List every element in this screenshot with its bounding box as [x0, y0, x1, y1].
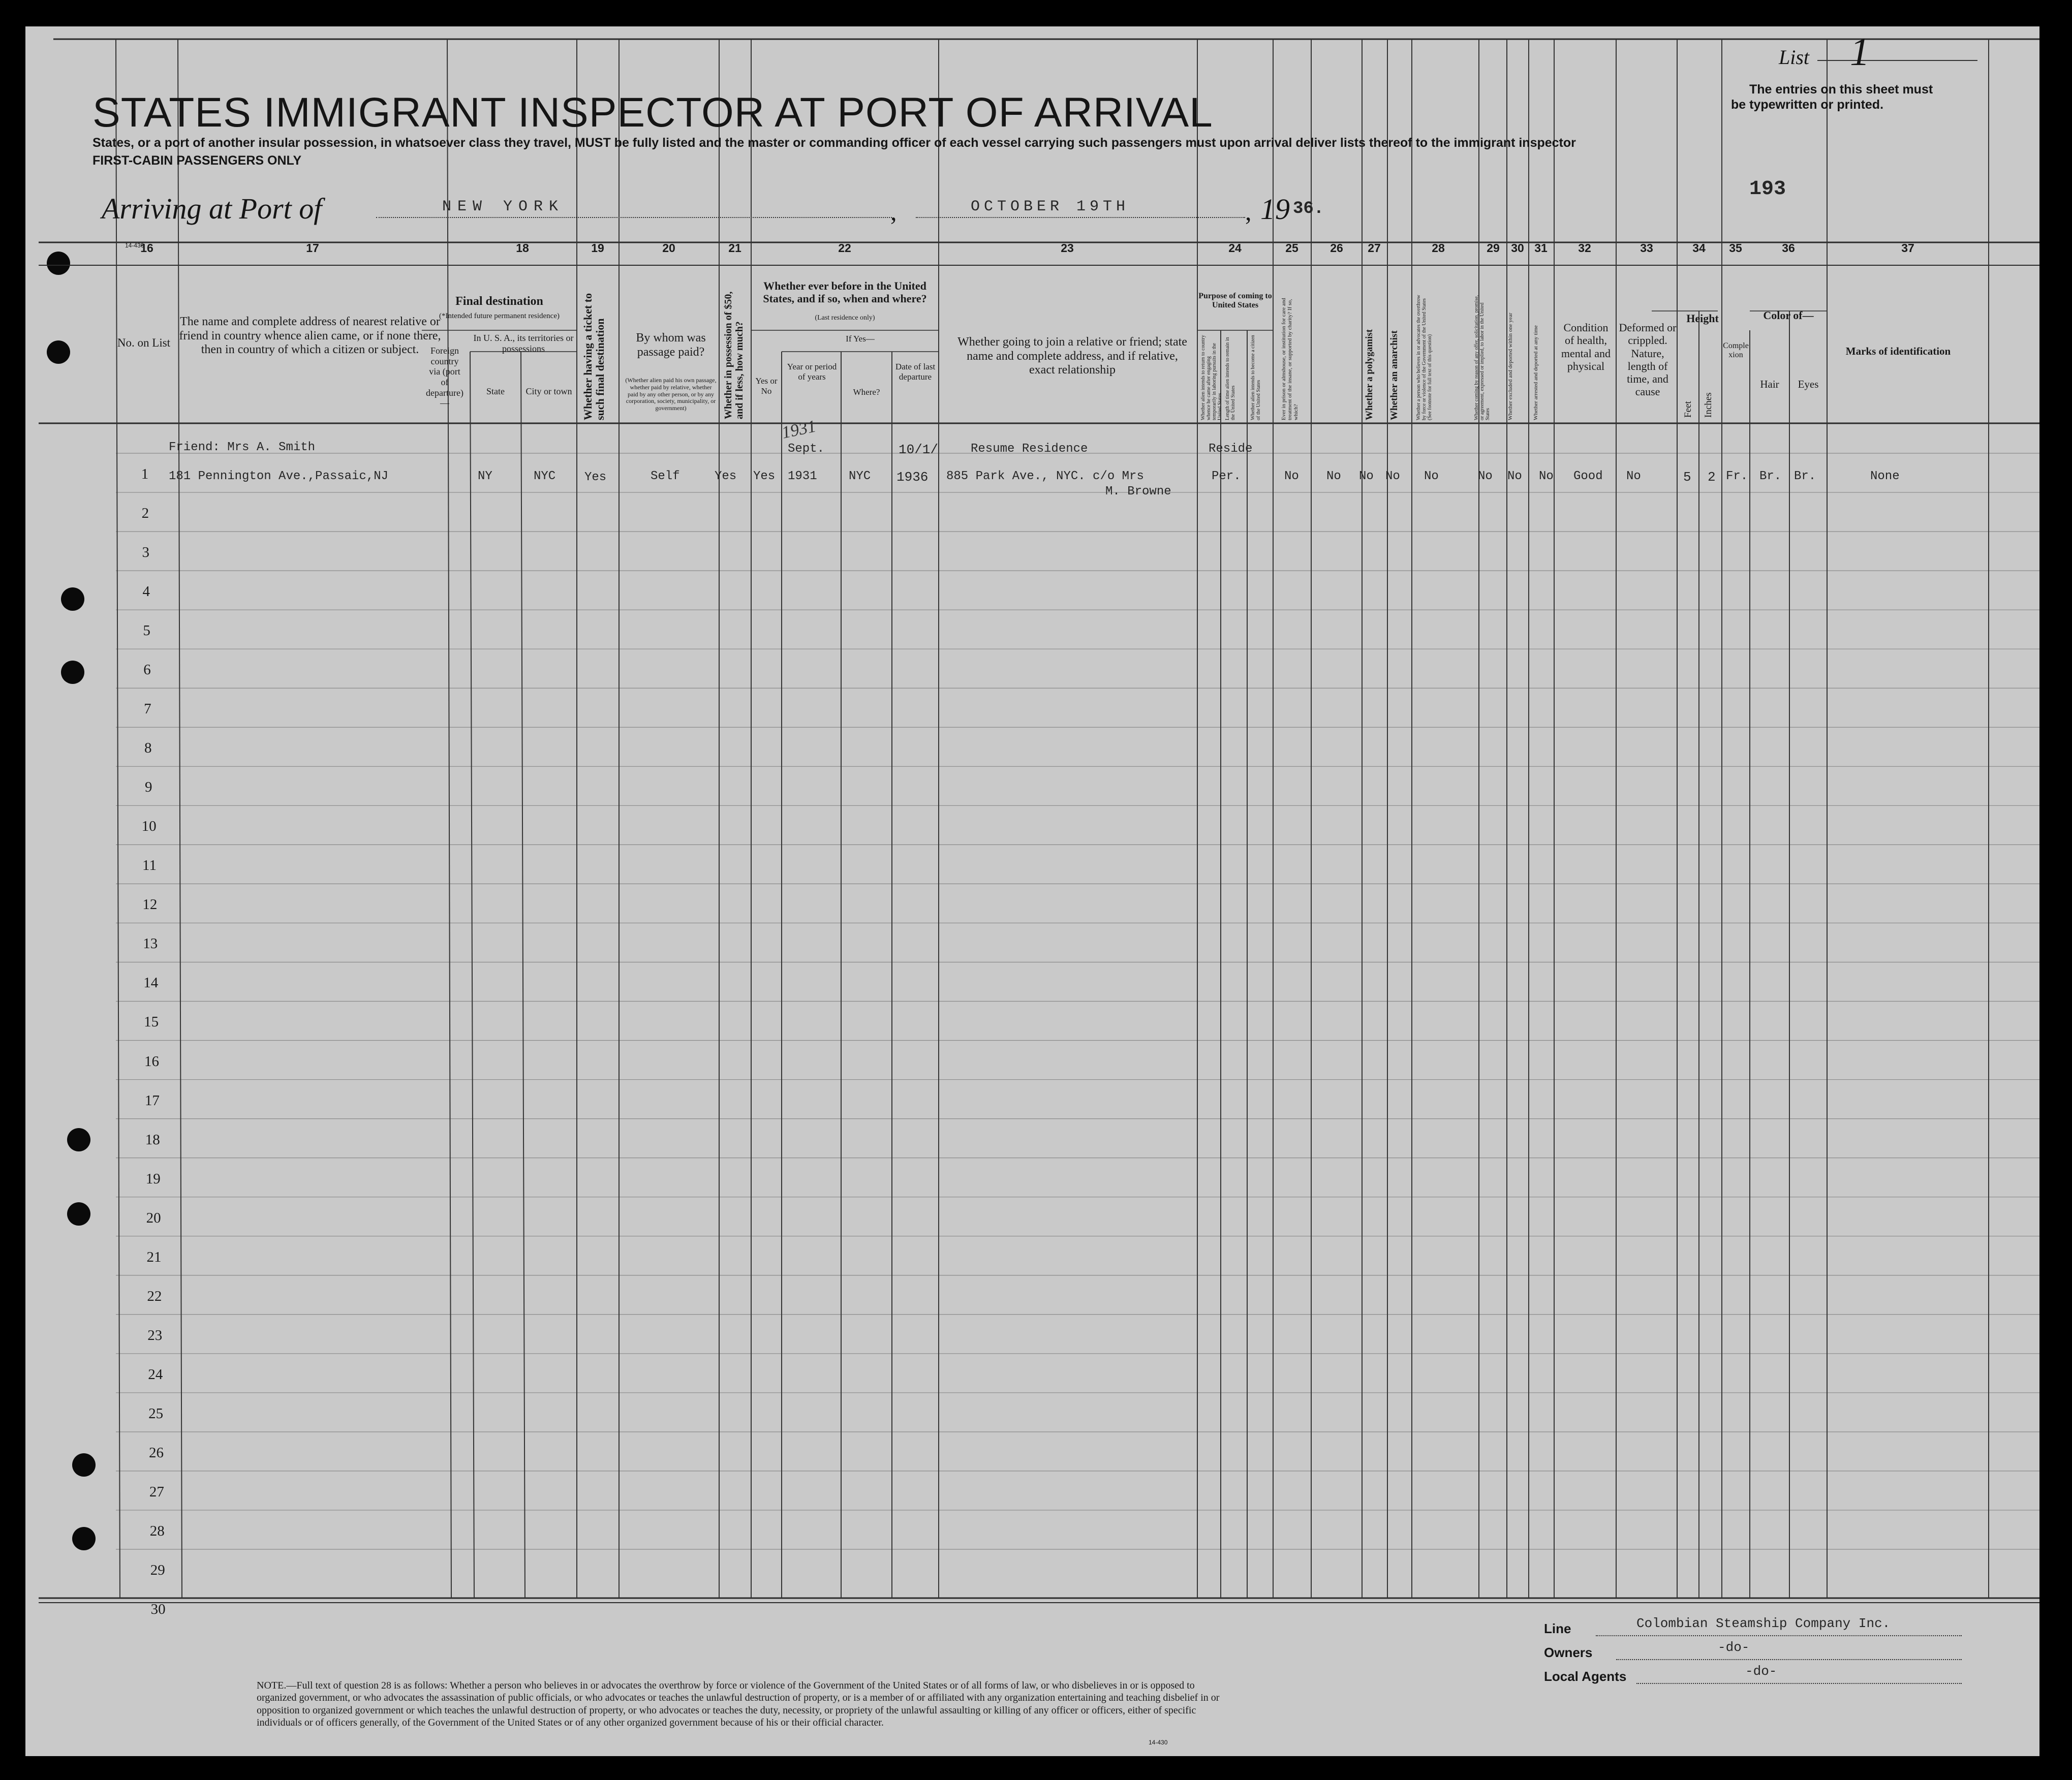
period-handwritten: 1931 — [780, 417, 818, 443]
col34-header: Height — [1686, 312, 1719, 325]
overthrow-value: No — [1424, 470, 1439, 483]
row-number: 9 — [144, 779, 152, 796]
col19-header: Whether having a ticket to such final destination — [581, 293, 607, 420]
col18-state: State — [486, 386, 505, 396]
ruled-grid — [25, 26, 2039, 1756]
form-number: 14-430 — [125, 242, 144, 249]
column-number: 37 — [1901, 241, 1914, 255]
row-number: 2 — [141, 505, 149, 522]
period-year: 1931 — [788, 470, 817, 483]
col29-header: Whether coming by reason of any offer, solicitation, promise, or agreement, expressed or implied, to labor in the United States — [1474, 295, 1491, 420]
col33-header: Deformed or crippled. Nature, length of time, and cause — [1619, 321, 1677, 398]
col16-header: No. on List — [117, 336, 171, 349]
owners-rule — [1616, 1659, 1962, 1660]
date-line — [916, 217, 1245, 218]
col32-header: Condition of health, mental and physical — [1561, 321, 1611, 372]
column-number: 35 — [1729, 241, 1742, 255]
column-number: 32 — [1578, 241, 1591, 255]
ticket-value: Yes — [584, 471, 607, 484]
excluded-value: No — [1507, 470, 1522, 483]
arriving-label: Arriving at Port of — [102, 192, 322, 225]
where-value: NYC — [849, 470, 871, 483]
purpose-line1: Reside — [1209, 442, 1253, 456]
labor-offer-value: No — [1478, 470, 1493, 483]
row-number: 1 — [141, 466, 149, 482]
row-number: 10 — [141, 818, 157, 835]
page-number: 193 — [1749, 178, 1786, 201]
agents-label: Local Agents — [1544, 1669, 1627, 1684]
col22-where: Where? — [853, 387, 880, 397]
col24-intent-return: Whether alien intends to return to country whence he came after engaging temporarily in laboring pursuits in the United States — [1200, 335, 1223, 420]
row-number: 22 — [147, 1288, 162, 1304]
purpose-line2: Per. — [1212, 470, 1241, 483]
relative-address: 181 Pennington Ave.,Passaic,NJ — [169, 470, 389, 483]
row-number: 6 — [143, 662, 151, 678]
manifest-sheet — [25, 26, 2039, 1756]
typewritten-note: The entries on this sheet must — [1749, 82, 1933, 97]
row-number: 12 — [142, 896, 158, 913]
column-number: 30 — [1511, 241, 1524, 255]
row-number: 29 — [150, 1562, 165, 1578]
row-number: 20 — [146, 1209, 161, 1226]
last-departure-date: 10/1/ — [899, 442, 939, 457]
col23-header: Whether going to join a relative or friend; state name and complete address, and if relative, exact relationship — [957, 335, 1187, 377]
port-value: NEW YORK — [442, 198, 565, 215]
row-number: 15 — [144, 1014, 159, 1030]
column-number: 36 — [1782, 241, 1795, 255]
fifty-dollars-value: Yes — [715, 470, 737, 483]
row-number: 26 — [149, 1444, 164, 1461]
period-month: Sept. — [788, 442, 825, 456]
row-number: 17 — [144, 1092, 160, 1109]
list-number: 1 — [1850, 29, 1870, 74]
dest-city: NYC — [534, 470, 556, 483]
relative-name: Friend: Mrs A. Smith — [169, 441, 316, 454]
column-number: 22 — [838, 241, 851, 255]
col24-header: Purpose of coming to United States — [1198, 292, 1272, 310]
col28-header: Whether a person who believes in or advocates the overthrow by force or violence of the Government of the United States (See footnote for full text of this question) — [1416, 295, 1433, 420]
row-number: 8 — [144, 740, 152, 757]
line-label: Line — [1544, 1621, 1571, 1636]
polygamist-value: No — [1359, 470, 1374, 483]
col21-header: Whether in possession of $50, and if less, how much? — [723, 291, 745, 419]
deformed-value: No — [1626, 470, 1641, 483]
column-number: 27 — [1368, 241, 1381, 255]
row-number: 5 — [143, 622, 150, 639]
year-prefix: 19 — [1260, 193, 1290, 226]
column-number: 29 — [1487, 241, 1500, 255]
row-number: 18 — [145, 1131, 160, 1148]
agents-value: -do- — [1745, 1664, 1777, 1679]
list-label: List — [1779, 46, 1810, 69]
row-number: 11 — [142, 857, 157, 874]
agents-rule — [1636, 1683, 1962, 1684]
col36-hair: Hair — [1760, 378, 1779, 390]
col22-year: Year or period of years — [787, 362, 837, 382]
column-number: 24 — [1228, 241, 1242, 255]
column-number: 25 — [1285, 241, 1298, 255]
row-number: 4 — [142, 583, 150, 600]
col25-header: Ever in prison or almshouse, or institution for care and treatment of the insane, or supported by charity? If so, which? — [1281, 298, 1300, 420]
arrival-date: OCTOBER 19TH — [971, 198, 1130, 215]
row-number: 21 — [146, 1248, 162, 1265]
row-number: 23 — [147, 1327, 163, 1344]
health-value: Good — [1573, 470, 1603, 483]
joining-line3: M. Browne — [1105, 485, 1171, 498]
citizen-value: No — [1284, 470, 1299, 483]
row-number: 30 — [150, 1601, 166, 1617]
owners-value: -do- — [1718, 1640, 1750, 1655]
col36-eyes: Eyes — [1798, 378, 1819, 390]
col18-usa: In U. S. A., its territories or possessions — [473, 333, 574, 354]
column-number: 31 — [1534, 241, 1548, 255]
joining-line2: 885 Park Ave., NYC. c/o Mrs — [946, 470, 1144, 483]
last-departure-year: 1936 — [896, 470, 929, 485]
row-number: 13 — [143, 935, 158, 952]
year-suffix: 36. — [1293, 199, 1324, 218]
dest-state: NY — [478, 470, 492, 483]
col24-length-stay: Length of time alien intends to remain in the United States — [1225, 337, 1236, 420]
deported-value: No — [1539, 470, 1554, 483]
form-title: STATES IMMIGRANT INSPECTOR AT PORT OF ARRIVAL — [92, 89, 1213, 136]
col22-ifyes: If Yes— — [846, 334, 875, 343]
col34-feet: Feet — [1683, 401, 1693, 418]
column-number: 18 — [516, 241, 529, 255]
footnote-question-28: NOTE.—Full text of question 28 is as follows: Whether a person who believes in or advocates the overthrow by force or violence of the Government of the United States or of all forms of law, or who disbelieves in or is opposed to organized government, or who advocates the assassination of public officials, or who advocates or teaches the unlawful destruction of property, or is a member of or affiliated with any organization entertaining and teaching disbelief in or opposition to organized government or which teaches the unlawful destruction of property, or who advocates or teaches the duty, necessity, or propriety of the unlawful assaulting or killing of any officer or officers, either of specific individuals or of officers generally, of the Government of the United States or of any other organized government because of his or their official character. — [257, 1680, 1220, 1729]
column-number: 23 — [1061, 241, 1074, 255]
col27-header: Whether an anarchist — [1389, 330, 1400, 420]
col22-yesno: Yes or No — [755, 376, 778, 396]
height-feet-value: 5 — [1683, 470, 1691, 485]
col20-subheader: (Whether alien paid his own passage, whether paid by relative, whether paid by any other person, or by any corporation, society, municipality, or government) — [625, 377, 717, 412]
cabin-class: FIRST-CABIN PASSENGERS ONLY — [92, 153, 302, 168]
col35-header: Complexion — [1723, 341, 1749, 360]
col26-header: Whether a polygamist — [1364, 329, 1375, 420]
line-rule — [1596, 1635, 1962, 1636]
col22-subheader: (Last residence only) — [815, 314, 875, 322]
anarchist-value: No — [1385, 470, 1400, 483]
prison-value: No — [1326, 470, 1341, 483]
marks-value: None — [1870, 470, 1900, 483]
line-value: Colombian Steamship Company Inc. — [1636, 1616, 1891, 1631]
col36-header: Color of— — [1763, 309, 1814, 322]
row-number: 14 — [143, 975, 159, 991]
form-subtitle: States, or a port of another insular possession, in whatsoever class they travel, MUST be fully listed and the master or commanding officer of each vessel carrying such passengers must upon arrival deliver lists thereof to the immigrant inspector — [92, 136, 1576, 150]
row-number: 28 — [149, 1522, 165, 1539]
footer-form-number: 14-430 — [1149, 1739, 1168, 1746]
comma: , — [1245, 197, 1252, 226]
owners-label: Owners — [1544, 1645, 1593, 1660]
before-in-us-value: Yes — [753, 470, 776, 483]
column-number: 20 — [662, 241, 675, 255]
list-number-line — [1817, 60, 1977, 61]
col22-header: Whether ever before in the United States, and if so, when and where? — [763, 279, 927, 305]
typewritten-note: be typewritten or printed. — [1731, 98, 1884, 112]
passage-paid-value: Self — [651, 470, 680, 483]
eyes-value: Br. — [1794, 470, 1816, 483]
column-number: 19 — [591, 241, 604, 255]
column-number: 34 — [1692, 241, 1706, 255]
row-number: 27 — [149, 1483, 164, 1500]
col18-subheader: (*Intended future permanent residence) — [439, 312, 560, 320]
column-number: 21 — [728, 241, 741, 255]
col18-foreign: Foreign country via (port of departure)— — [426, 346, 463, 409]
complexion-value: Fr. — [1726, 470, 1748, 483]
col17-header: The name and complete address of nearest relative or friend in country whence alien came, or if none there, then in country of which a citizen or subject. — [179, 315, 441, 357]
joining-line1: Resume Residence — [971, 442, 1088, 456]
col24-citizen: Whether alien intends to become a citizen of the United States — [1250, 335, 1261, 420]
col34-inches: Inches — [1703, 392, 1714, 418]
height-inches-value: 2 — [1708, 470, 1716, 485]
port-line — [376, 217, 892, 218]
row-number: 3 — [142, 544, 150, 561]
column-number: 33 — [1640, 241, 1653, 255]
col30-header: Whether excluded and deported within one year — [1507, 313, 1513, 420]
col18-header: Final destination — [455, 295, 543, 308]
row-number: 16 — [144, 1053, 159, 1070]
row-number: 24 — [148, 1366, 163, 1383]
col22-date: Date of last departure — [895, 362, 936, 382]
col37-header: Marks of identification — [1845, 345, 1951, 357]
comma: , — [890, 197, 897, 226]
col18-city: City or town — [525, 386, 572, 396]
row-number: 25 — [148, 1405, 164, 1422]
hair-value: Br. — [1759, 470, 1782, 483]
col31-header: Whether arrested and deported at any time — [1533, 325, 1539, 420]
column-number: 17 — [306, 241, 319, 255]
column-number: 28 — [1432, 241, 1445, 255]
column-number: 26 — [1330, 241, 1343, 255]
column-number: 16 — [140, 241, 153, 255]
col20-header: By whom was passage paid? — [636, 331, 706, 359]
row-number: 19 — [145, 1170, 161, 1187]
row-number: 7 — [144, 701, 151, 717]
